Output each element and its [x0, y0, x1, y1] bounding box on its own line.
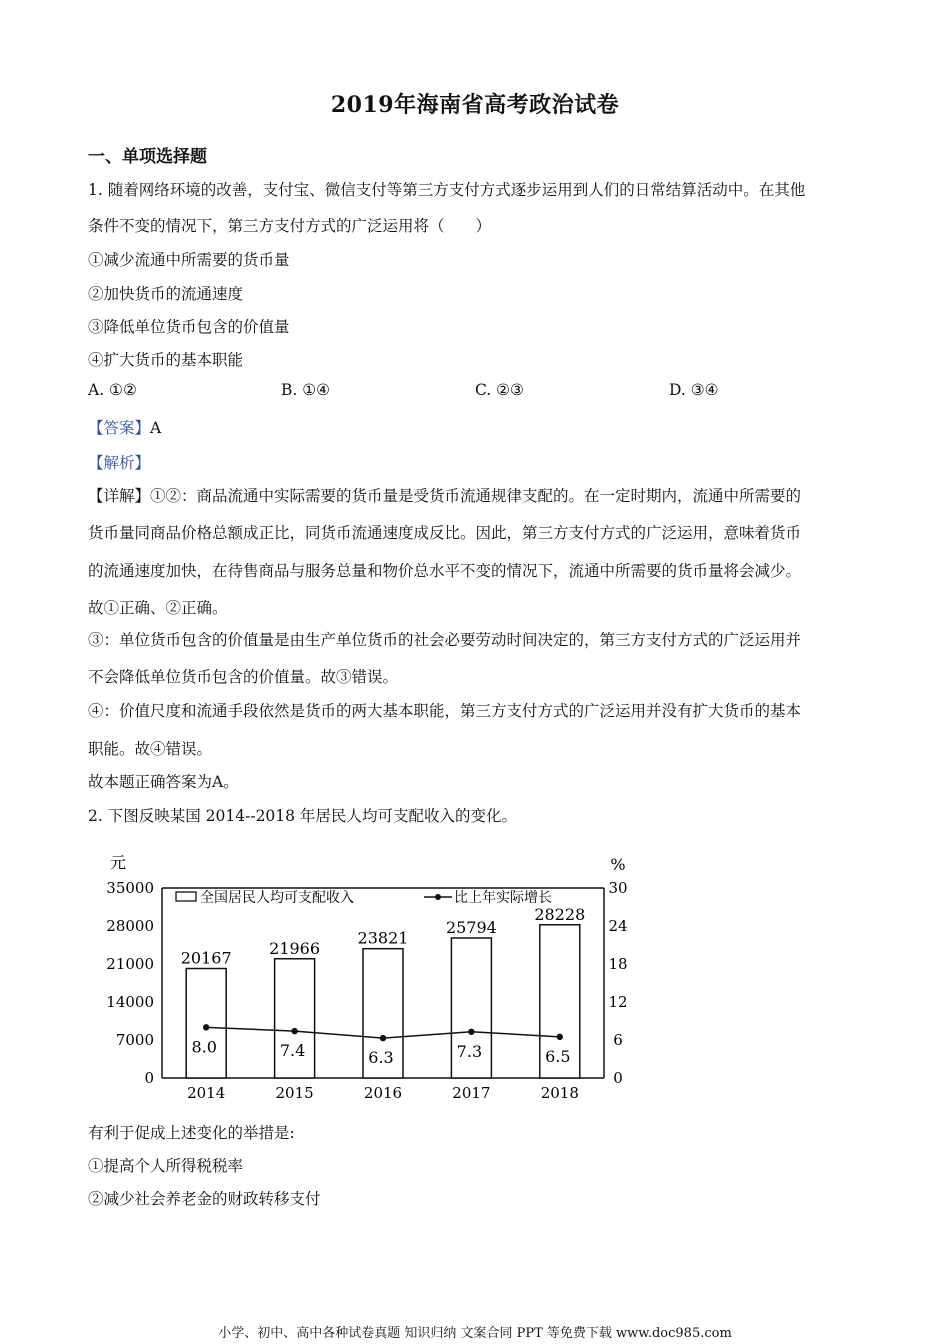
- detail-line: 职能。故④错误。: [88, 740, 213, 758]
- detail-line: 【详解】①②：商品流通中实际需要的货币量是受货币流通规律支配的。在一定时期内，流通中所需要的: [88, 487, 802, 505]
- q2-item-2: ②减少社会养老金的财政转移支付: [88, 1190, 321, 1208]
- left-tick-label: 21000: [106, 955, 154, 973]
- x-tick-label: 2016: [363, 1084, 403, 1102]
- detail-line: 不会降低单位货币包含的价值量。故③错误。: [88, 668, 399, 686]
- growth-point: [380, 1035, 386, 1041]
- right-tick-label: 0: [613, 1069, 623, 1087]
- left-tick-label: 28000: [106, 917, 154, 935]
- page-title: 2019年海南省高考政治试卷: [330, 92, 620, 118]
- growth-point: [291, 1028, 297, 1034]
- q2-lead: 有利于促成上述变化的举措是:: [88, 1124, 295, 1142]
- q1-item-3: ③降低单位货币包含的价值量: [88, 318, 290, 336]
- x-tick-label: 2017: [452, 1084, 491, 1102]
- right-axis-unit: %: [610, 855, 626, 874]
- detail-line: ③：单位货币包含的价值量是由生产单位货币的社会必要劳动时间决定的，第三方支付方式的广泛运用并: [88, 631, 802, 649]
- right-axis-ticks: [608, 879, 627, 1087]
- q1-item-4: ④扩大货币的基本职能: [88, 351, 244, 369]
- income-chart: [96, 848, 636, 1108]
- left-tick-label: 0: [144, 1069, 154, 1087]
- detail-line: 的流通速度加快，在待售商品与服务总量和物价总水平不变的情况下，流通中所需要的货币量将会减少。: [88, 562, 802, 580]
- legend-bar-label: 全国居民人均可支配收入: [200, 890, 354, 906]
- right-tick-label: 6: [613, 1031, 623, 1049]
- x-tick-label: 2015: [275, 1084, 314, 1102]
- legend-line-marker: [435, 894, 441, 900]
- chart-legend: [176, 889, 552, 906]
- q1-stem-line2: 条件不变的情况下，第三方支付方式的广泛运用将（ ）: [88, 217, 492, 235]
- growth-value-label: 7.4: [279, 1041, 306, 1061]
- bar-value-label: 20167: [180, 948, 232, 968]
- left-axis-unit: 元: [109, 853, 127, 872]
- detail-line: 故①正确、②正确。: [88, 599, 228, 617]
- bar-value-label: 21966: [269, 938, 321, 958]
- answer-label: 【答案】: [88, 419, 151, 437]
- right-tick-label: 12: [608, 993, 628, 1011]
- x-tick-label: 2018: [540, 1084, 579, 1102]
- q2-item-1: ①提高个人所得税税率: [88, 1157, 244, 1175]
- bar-value-label: 25794: [445, 917, 497, 937]
- legend-line-label: 比上年实际增长: [454, 890, 552, 906]
- page-footer: 小学、初中、高中各种试卷真题 知识归纳 文案合同 PPT 等免费下载 www.doc985.com: [218, 1326, 732, 1341]
- right-tick-label: 18: [608, 955, 628, 973]
- growth-value-label: 8.0: [191, 1037, 217, 1057]
- right-tick-label: 24: [608, 917, 628, 935]
- left-tick-label: 7000: [115, 1031, 154, 1049]
- q1-option-d: D. ③④: [669, 381, 719, 399]
- left-tick-label: 35000: [106, 879, 154, 897]
- left-tick-label: 14000: [106, 993, 154, 1011]
- detail-line: 货币量同商品价格总额成正比，同货币流通速度成反比。因此，第三方支付方式的广泛运用，意味着货币: [88, 524, 802, 542]
- x-tick-label: 2014: [187, 1084, 226, 1102]
- detail-line: ④：价值尺度和流通手段依然是货币的两大基本职能，第三方支付方式的广泛运用并没有扩大货币的基本: [88, 702, 802, 720]
- growth-value-label: 6.3: [368, 1048, 394, 1068]
- q1-item-2: ②加快货币的流通速度: [88, 285, 244, 303]
- x-axis-labels: [187, 1084, 579, 1102]
- analysis-label: 【解析】: [88, 454, 151, 472]
- section-heading: 一、单项选择题: [88, 147, 207, 167]
- q1-answer: [88, 416, 161, 438]
- growth-point: [557, 1034, 563, 1040]
- bar-value-label: 28228: [534, 904, 586, 924]
- q1-item-1: ①减少流通中所需要的货币量: [88, 251, 290, 269]
- q1-option-b: B. ①④: [281, 381, 331, 399]
- q1-stem-line1: 1. 随着网络环境的改善，支付宝、微信支付等第三方支付方式逐步运用到人们的日常结算活动中。在其他: [88, 181, 806, 199]
- q1-option-c: C. ②③: [475, 381, 524, 399]
- right-tick-label: 30: [608, 879, 628, 897]
- legend-bar-swatch: [176, 892, 196, 901]
- detail-line: 故本题正确答案为A。: [88, 773, 239, 791]
- growth-value-label: 6.5: [545, 1046, 571, 1066]
- answer-value: A: [150, 419, 162, 437]
- growth-point: [468, 1029, 474, 1035]
- q2-stem: 2. 下图反映某国 2014--2018 年居民人均可支配收入的变化。: [88, 807, 517, 825]
- growth-point: [203, 1024, 209, 1030]
- bar-value-label: 23821: [357, 928, 409, 948]
- left-axis-ticks: [106, 879, 154, 1087]
- income-bar: [186, 969, 226, 1078]
- growth-value-label: 7.3: [456, 1041, 483, 1061]
- q1-option-a: A. ①②: [88, 381, 137, 399]
